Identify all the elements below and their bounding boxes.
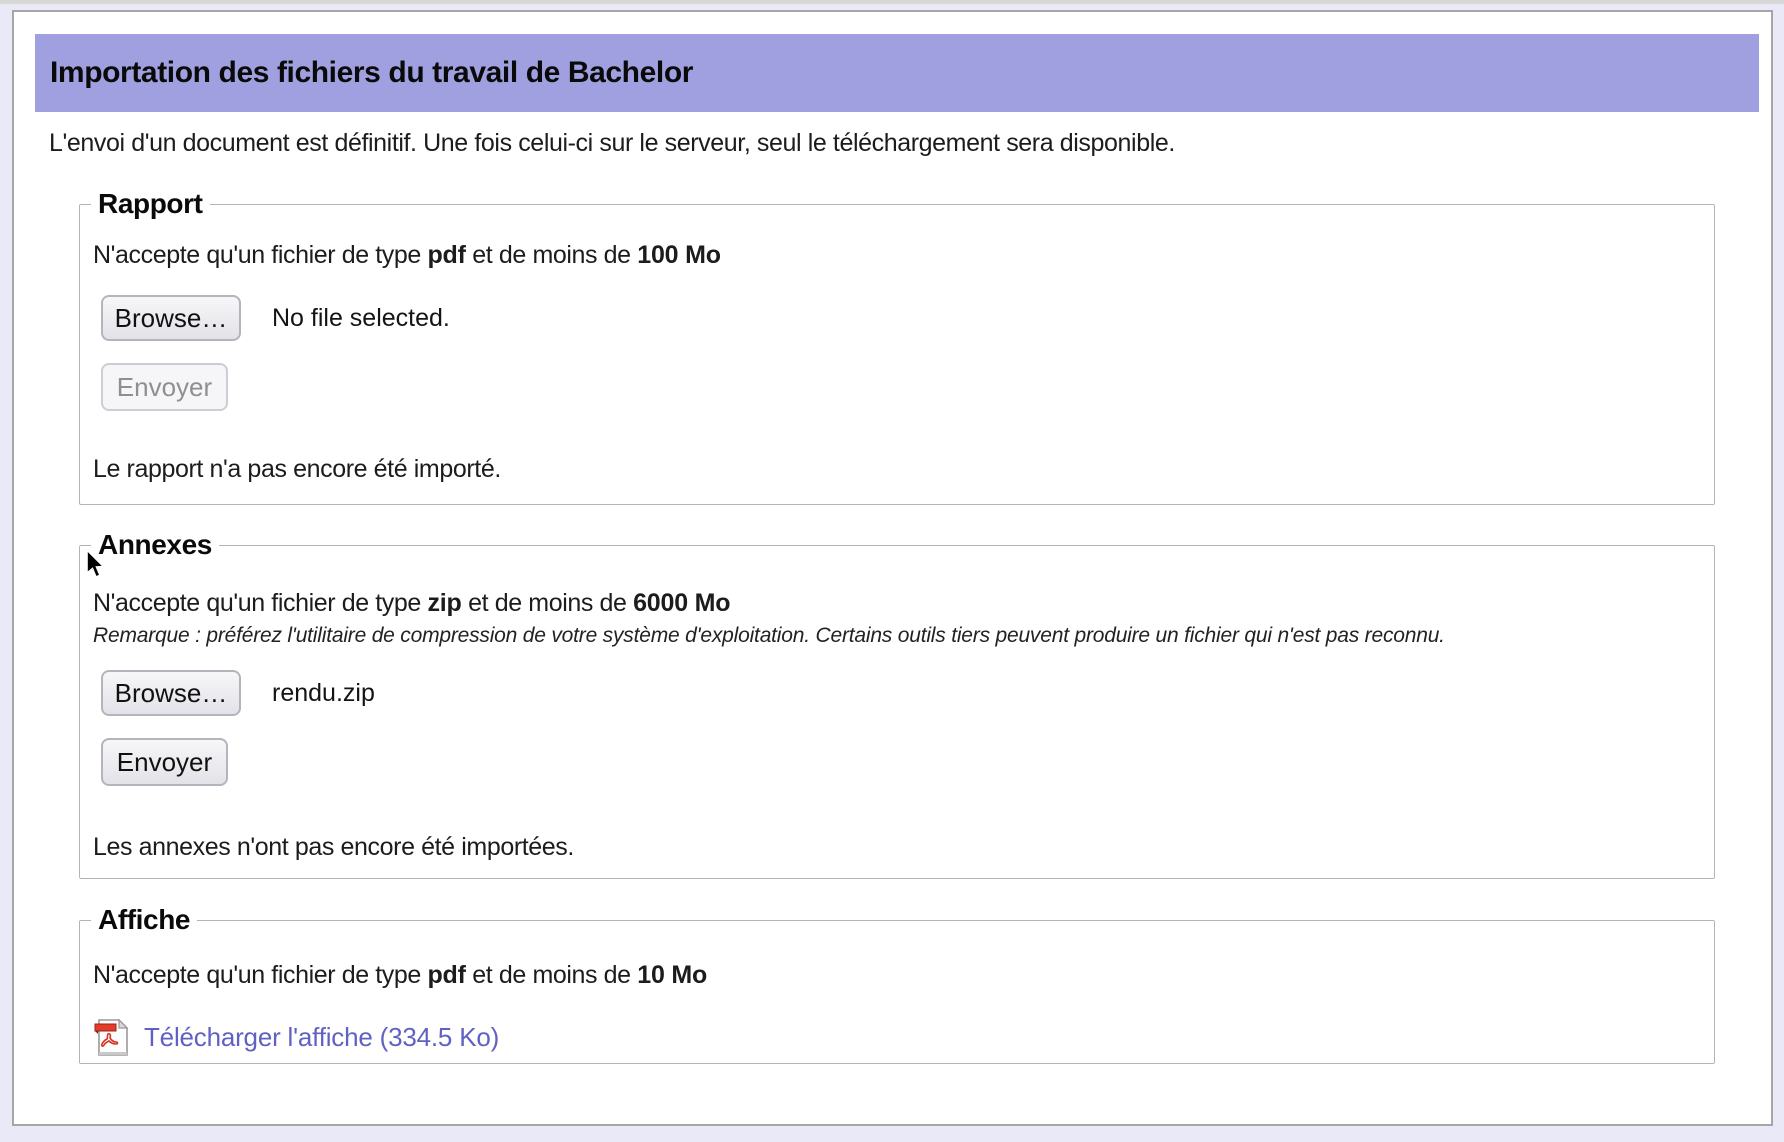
fieldset-affiche-legend: Affiche xyxy=(91,902,197,938)
fieldset-rapport xyxy=(79,188,1715,505)
mouse-cursor-icon xyxy=(84,549,106,581)
annexes-accept-prefix: N'accepte qu'un fichier de type xyxy=(93,589,428,617)
affiche-accept-mid: et de moins de xyxy=(465,961,638,989)
rapport-file-value: No file selected. xyxy=(272,303,450,332)
rapport-file-input xyxy=(101,295,450,341)
page-header-banner xyxy=(35,34,1759,112)
fieldset-annexes-legend: Annexes xyxy=(91,527,219,563)
affiche-accept-size: 10 Mo xyxy=(637,961,708,989)
annexes-accept-type: zip xyxy=(427,589,462,617)
pdf-file-icon xyxy=(94,1018,129,1057)
annexes-status-text: Les annexes n'ont pas encore été importées. xyxy=(93,833,574,861)
annexes-remark-text: Remarque : préférez l'utilitaire de compression de votre système d'exploitation. Certains outils tiers peuvent produire un fichier qui n'est pas reconnu. xyxy=(93,624,1445,647)
annexes-accept-mid: et de moins de xyxy=(461,589,634,617)
rapport-submit-button[interactable]: Envoyer xyxy=(101,363,228,411)
annexes-browse-button[interactable]: Browse… xyxy=(101,670,241,716)
window-top-strip xyxy=(0,0,1784,5)
annexes-submit-button[interactable]: Envoyer xyxy=(101,738,228,786)
rapport-status-text: Le rapport n'a pas encore été importé. xyxy=(93,455,501,483)
fieldset-affiche xyxy=(79,904,1715,1064)
content-frame xyxy=(12,10,1773,1126)
rapport-accept-size: 100 Mo xyxy=(637,241,721,269)
rapport-browse-button[interactable]: Browse… xyxy=(101,295,241,341)
annexes-file-input xyxy=(101,670,375,716)
fieldset-annexes xyxy=(79,529,1715,879)
affiche-accept-line xyxy=(93,961,707,990)
page-title: Importation des fichiers du travail de Bachelor xyxy=(50,56,694,89)
rapport-accept-type: pdf xyxy=(427,241,466,269)
intro-text: L'envoi d'un document est définitif. Une fois celui-ci sur le serveur, seul le téléchargement sera disponible. xyxy=(49,129,1175,157)
rapport-accept-prefix: N'accepte qu'un fichier de type xyxy=(93,241,428,269)
fieldset-rapport-legend: Rapport xyxy=(91,186,210,222)
affiche-download-link[interactable]: Télécharger l'affiche (334.5 Ko) xyxy=(144,1021,500,1052)
rapport-accept-line xyxy=(93,241,721,270)
affiche-download-row xyxy=(94,1017,499,1057)
affiche-accept-prefix: N'accepte qu'un fichier de type xyxy=(93,961,428,989)
annexes-file-value: rendu.zip xyxy=(272,678,375,707)
affiche-accept-type: pdf xyxy=(427,961,466,989)
annexes-accept-line xyxy=(93,589,730,618)
rapport-accept-mid: et de moins de xyxy=(465,241,638,269)
annexes-accept-size: 6000 Mo xyxy=(633,589,731,617)
